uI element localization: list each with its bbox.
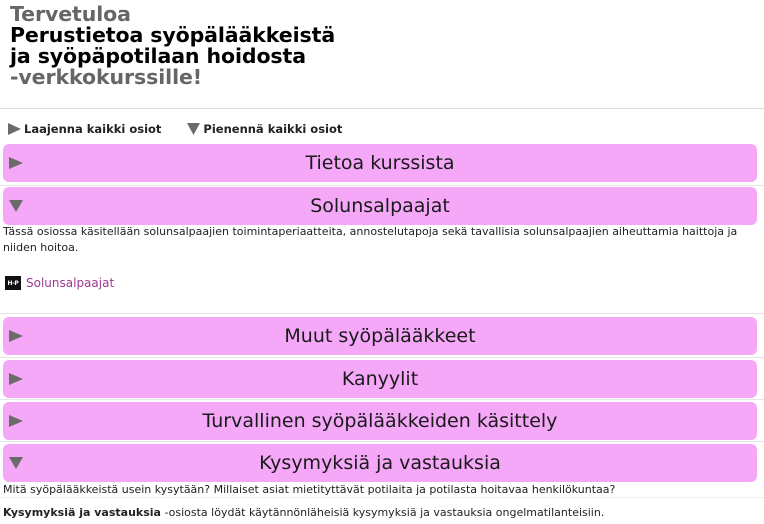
section-divider — [0, 185, 764, 186]
section-summary — [3, 224, 737, 256]
section-title: Turvallinen syöpälääkkeiden käsittely — [202, 410, 558, 432]
h5p-activity-icon: H-P — [5, 276, 21, 290]
section-title: Muut syöpälääkkeet — [284, 325, 476, 347]
divider — [0, 497, 764, 498]
section-summary — [3, 482, 615, 498]
section-tietoa-kurssista[interactable] — [3, 144, 757, 182]
welcome-line-2: Perustietoa syöpälääkkeistä — [10, 23, 336, 47]
section-detail-text — [3, 505, 604, 521]
section-title: Kysymyksiä ja vastauksia — [259, 452, 501, 474]
collapse-all-link[interactable] — [187, 122, 342, 136]
collapse-all-label: Pienennä kaikki osiot — [203, 122, 343, 136]
activity-solunsalpaajat[interactable] — [5, 276, 114, 290]
section-kanyylit[interactable] — [3, 360, 757, 398]
section-divider — [0, 441, 764, 442]
detail-bold: Kysymyksiä ja vastauksia — [3, 506, 161, 519]
activity-link[interactable]: Solunsalpaajat — [26, 276, 115, 290]
divider — [0, 108, 764, 109]
section-turvallinen-kasittely[interactable] — [3, 402, 757, 440]
welcome-heading — [10, 4, 335, 88]
summary-line: niiden hoitoa. — [3, 241, 79, 254]
expand-all-link[interactable] — [8, 122, 161, 136]
summary-line: Tässä osiossa käsitellään solunsalpaajien toimintaperiaatteita, annostelutapoja sekä tavallisia solunsalpaajien aiheuttamia haittoja ja — [3, 225, 738, 238]
expand-all-label: Laajenna kaikki osiot — [24, 122, 162, 136]
section-muut-syopalaakkeet[interactable] — [3, 317, 757, 355]
section-toggle-controls — [8, 122, 368, 136]
welcome-line-3: ja syöpäpotilaan hoidosta — [10, 44, 306, 68]
detail-rest: -osiosta löydät käytännönläheisiä kysymyksiä ja vastauksia ongelmatilanteisiin. — [160, 506, 605, 519]
expand-triangle-icon — [8, 123, 21, 135]
summary-line: Mitä syöpälääkkeistä usein kysytään? Millaiset asiat mietityttävät potilaita ja potilasta hoitavaa henkilökuntaa? — [3, 483, 616, 496]
section-title: Tietoa kurssista — [305, 152, 455, 174]
collapse-triangle-icon — [187, 123, 200, 135]
section-divider — [0, 313, 764, 314]
section-kysymyksia-ja-vastauksia[interactable] — [3, 444, 757, 482]
welcome-line-1: Tervetuloa — [10, 2, 131, 26]
section-title: Solunsalpaajat — [310, 195, 450, 217]
welcome-line-4: -verkkokurssille! — [10, 65, 203, 89]
section-solunsalpaajat[interactable] — [3, 187, 757, 225]
section-title: Kanyylit — [341, 368, 419, 390]
section-divider — [0, 399, 764, 400]
section-divider — [0, 357, 764, 358]
